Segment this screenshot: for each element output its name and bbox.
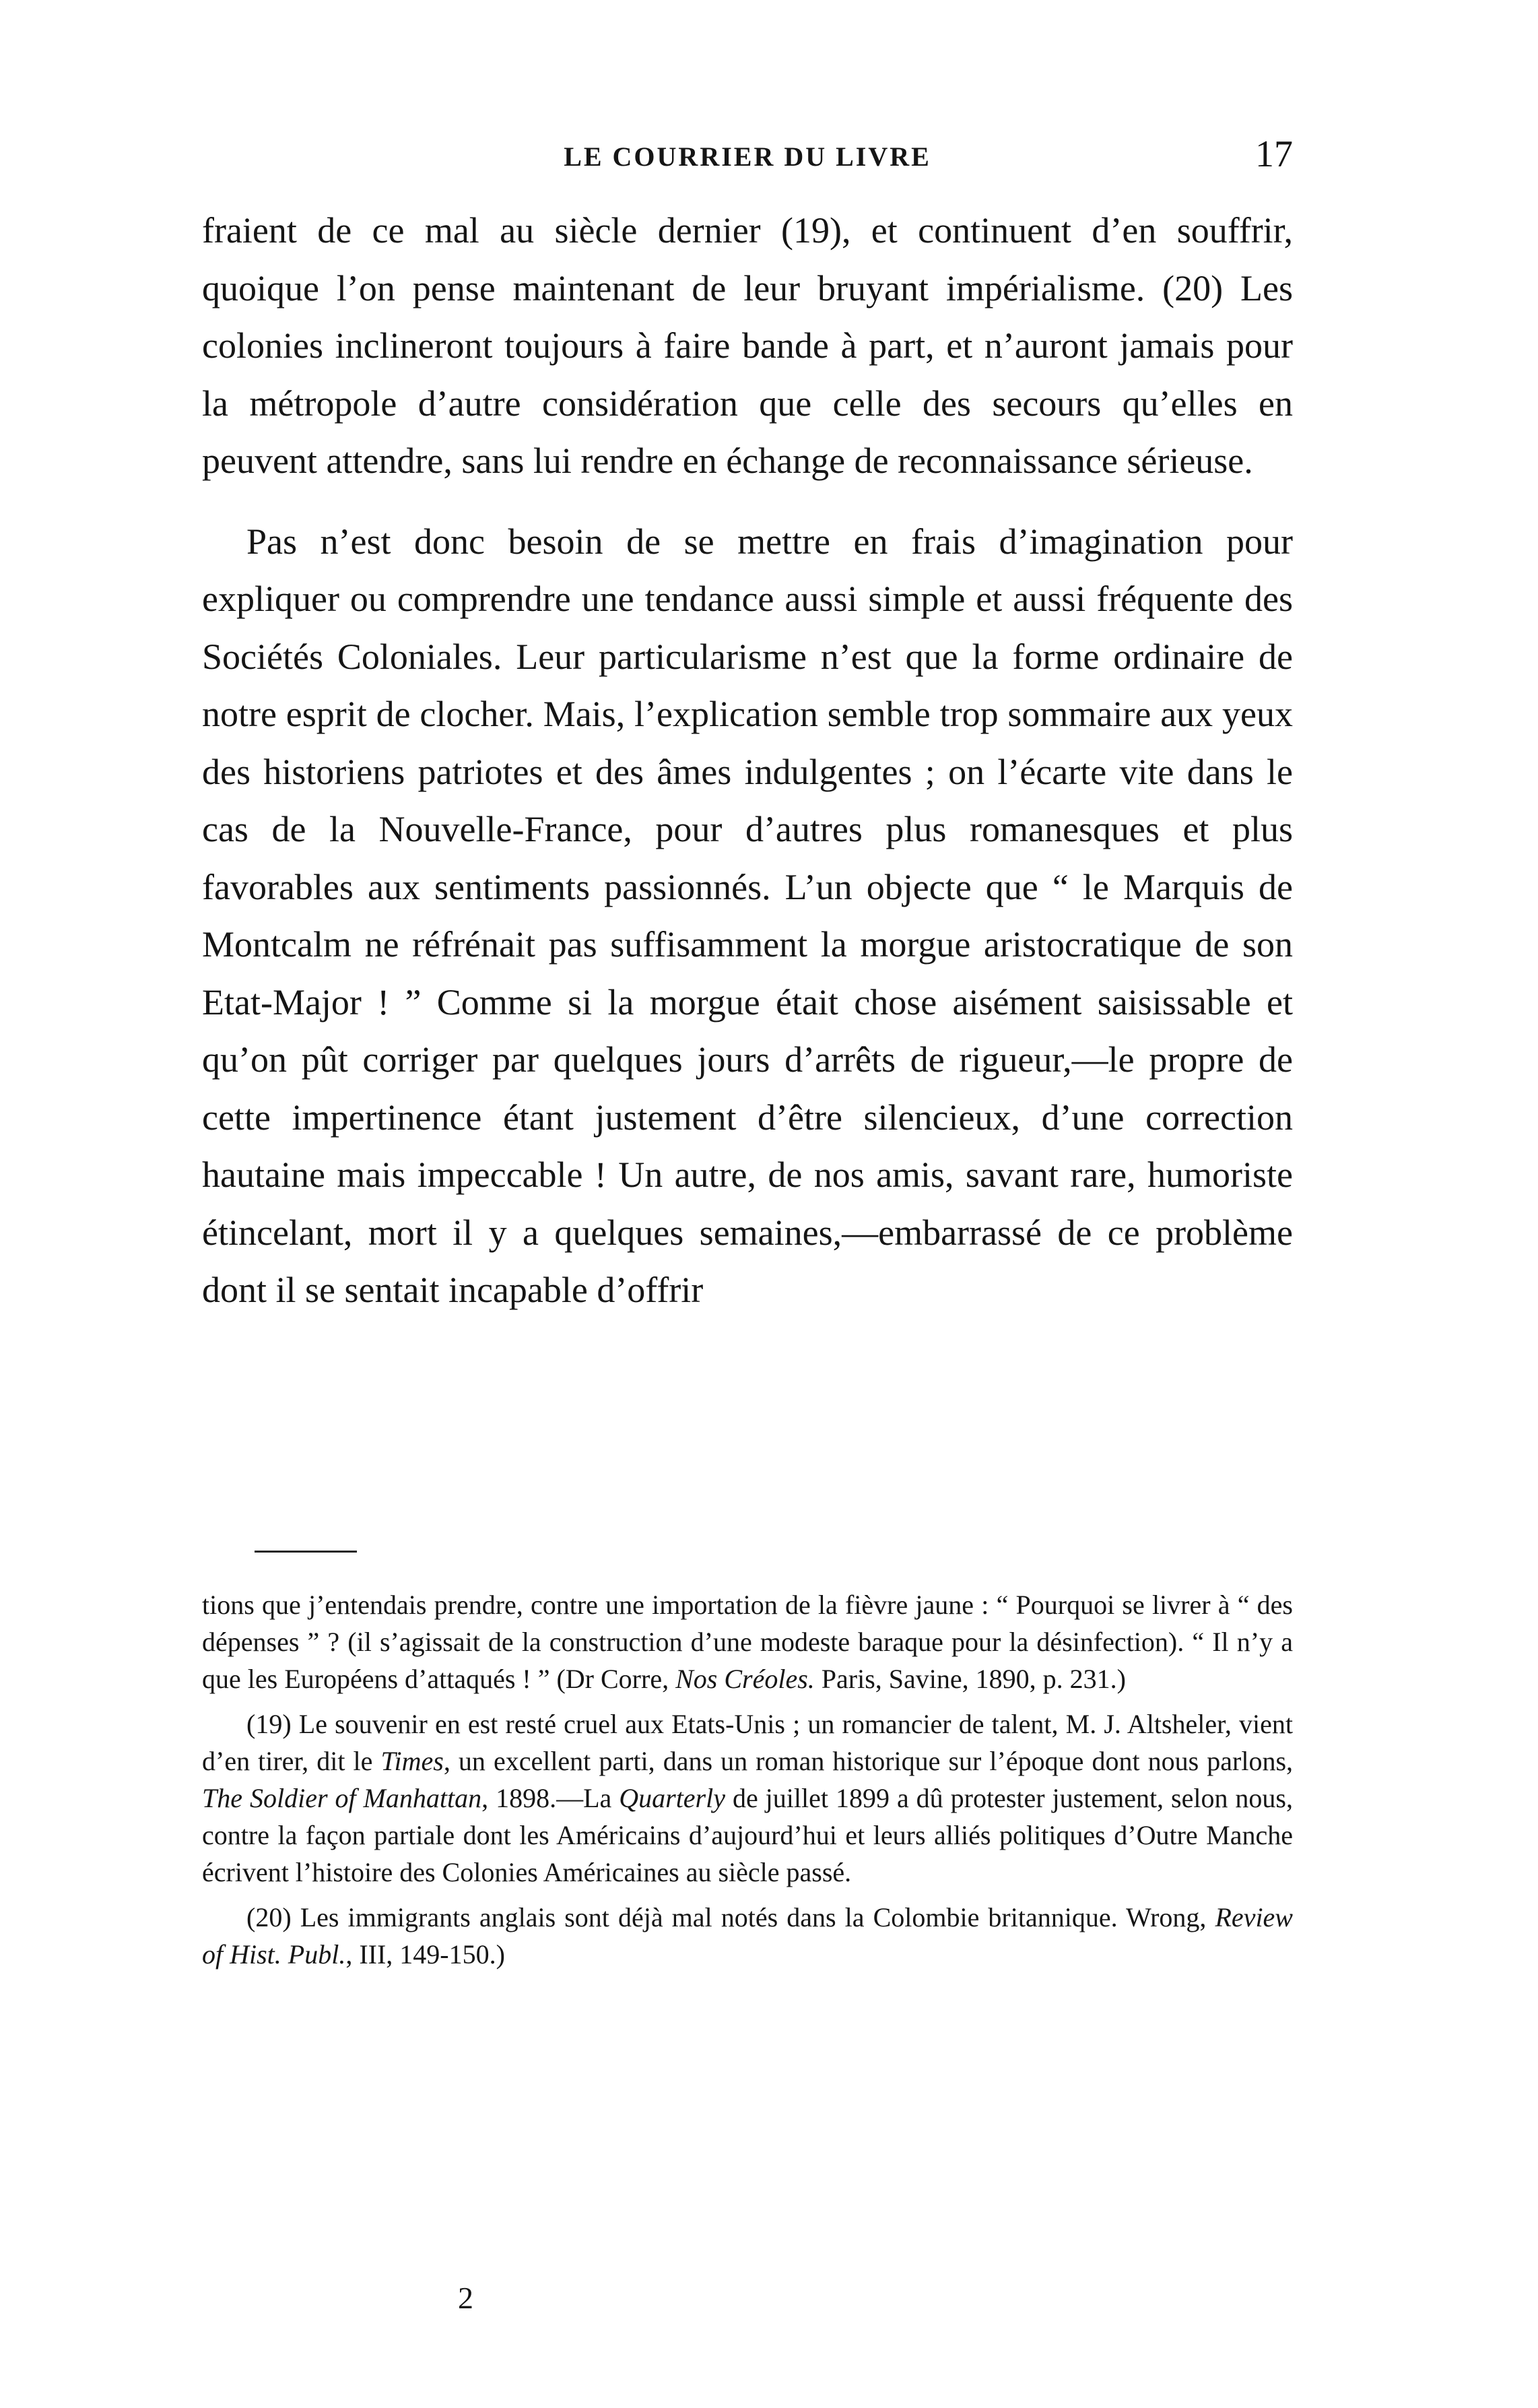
- paragraph-2: Pas n’est donc besoin de se mettre en frais d’imagination pour expliquer ou comprendre une tendance aussi simple et aussi fréquente des Sociétés Coloniales. Leur particularisme n’est que la forme ordinaire de notre esprit de clocher. Mais, l’explication semble trop sommaire aux yeux des historiens patriotes et des âmes indulgentes ; on l’écarte vite dans le cas de la Nouvelle-France, pour d’autres plus romanesques et plus favorables aux sentiments passionnés. L’un objecte que “ le Marquis de Montcalm ne réfrénait pas suffisamment la morgue aristocratique de son Etat-Major ! ” Comme si la morgue était chose aisément saisissable et qu’on pût corriger par quelques jours d’arrêts de rigueur,—le propre de cette impertinence étant justement d’être silencieux, d’une correction hautaine mais impeccable ! Un autre, de nos amis, savant rare, humoriste étincelant, mort il y a quelques semaines,—embarrassé de ce problème dont il se sentait incapable d’offrir: [202, 521, 1293, 1310]
- body-text: [202, 202, 1293, 1320]
- footnote-text: , III, 149-150.): [345, 1939, 505, 1970]
- footnote-rule: [255, 1551, 357, 1553]
- footnotes: [202, 1586, 1293, 1973]
- footnote-text: , 1898.—La: [481, 1783, 620, 1813]
- signature-mark: 2: [458, 2281, 473, 2315]
- page-number: 17: [1255, 133, 1293, 175]
- footnote-text: (20) Les immigrants anglais sont déjà mal notés dans la Colombie britannique. Wrong,: [246, 1902, 1215, 1932]
- journal-title: Quarterly: [619, 1783, 725, 1813]
- footnote-text: de juillet 1899 a dû protester justement, selon nous, contre la façon partiale dont les Américains d’aujourd’hui et leurs alliés politiques d’Outre Manche écrivent l’histoire des Colonies Américaines au siècle passé.: [202, 1783, 1293, 1887]
- footnote-text: , un excellent parti, dans un roman historique sur l’époque dont nous parlons,: [443, 1746, 1294, 1776]
- paragraph-1: fraient de ce mal au siècle dernier (19), et continuent d’en souffrir, quoique l’on pense maintenant de leur bruyant impérialisme. (20) Les colonies inclineront toujours à faire bande à part, et n’auront jamais pour la métropole d’autre considération que celle des secours qu’elles en peuvent attendre, sans lui rendre en échange de reconnaissance sérieuse.: [202, 210, 1293, 481]
- footnote-text: tions que j’entendais prendre, contre une importation de la fièvre jaune : “ Pourquoi se livrer à “ des dépenses ” ? (il s’agissait de la construction d’une modeste baraque pour la désinfection). “ Il n’y a que les Européens d’attaqués ! ” (Dr Corre,: [202, 1590, 1293, 1694]
- page-header: [202, 133, 1293, 185]
- review-title: Review of Hist. Publ.: [202, 1902, 1293, 1970]
- running-title: LE COURRIER DU LIVRE: [564, 141, 931, 172]
- work-title: Nos Créoles.: [675, 1664, 815, 1694]
- footnote-20: [202, 1899, 1293, 1973]
- novel-title: The Soldier of Manhattan: [202, 1783, 482, 1813]
- footnote-text: (19) Le souvenir en est resté cruel aux Etats-Unis ; un romancier de talent, M. J. Altsheler, vient d’en tirer, dit le: [202, 1709, 1293, 1776]
- footnote-continuation: [202, 1586, 1293, 1697]
- footnote-text: Paris, Savine, 1890, p. 231.): [814, 1664, 1126, 1694]
- newspaper-title: Times: [380, 1746, 444, 1776]
- footnote-19: [202, 1705, 1293, 1891]
